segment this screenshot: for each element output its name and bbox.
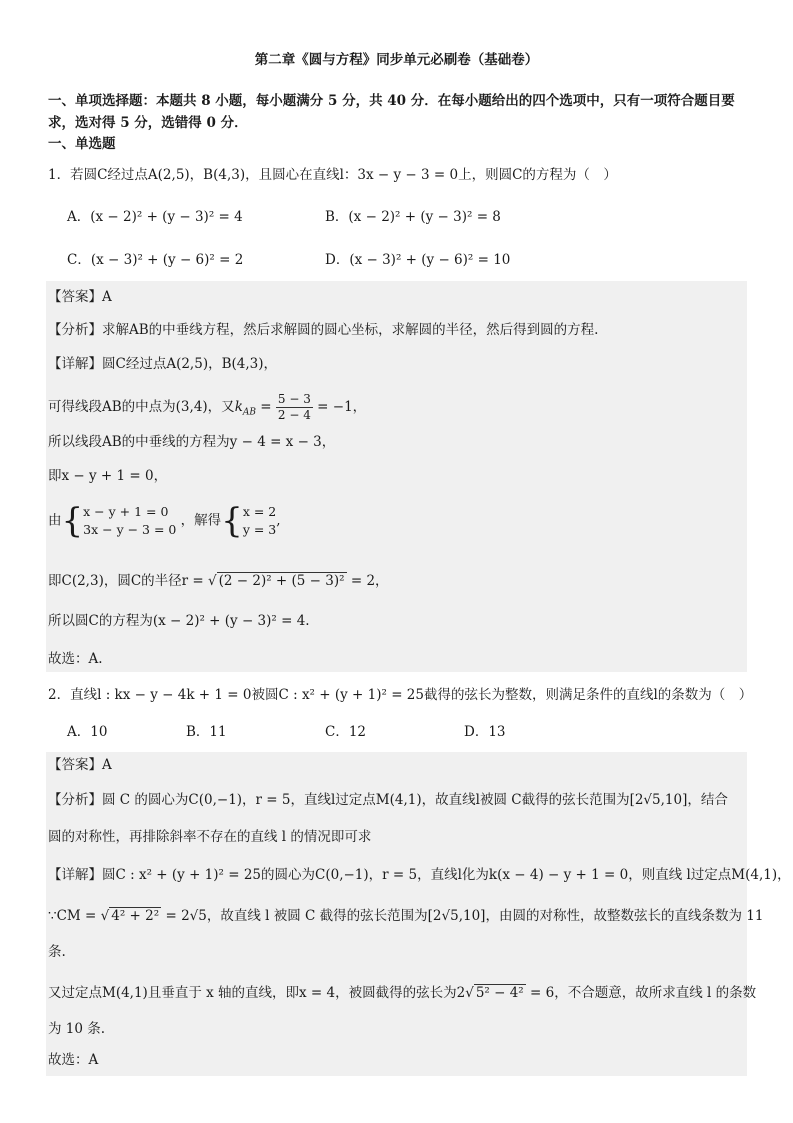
question-2-stem: 2．直线l : kx − y − 4k + 1 = 0被圆C : x² + (y + 1)² = 25截得的弦长为整数，则满足条件的直线l的条数为（ ）	[48, 687, 753, 703]
sqrt-icon: √	[208, 573, 217, 589]
radius-radicand: (2 − 2)² + (5 − 3)²	[218, 573, 345, 589]
question-2-detail-line4	[48, 983, 756, 1003]
section-subheading: 一、单选题	[48, 136, 116, 152]
question-1-detail-line3: 所以线段AB的中垂线的方程为y − 4 = x − 3，	[48, 434, 336, 450]
question-2-analysis-line2: 圆的对称性，再排除斜率不存在的直线 l 的情况即可求	[48, 829, 372, 845]
question-1-detail-line4: 即x − y + 1 = 0，	[48, 468, 168, 484]
sqrt-icon: √	[465, 985, 474, 1001]
question-2-answer: 【答案】A	[48, 757, 112, 773]
page-title: 第二章《圆与方程》同步单元必刷卷（基础卷）	[254, 52, 539, 68]
question-1-option-a: A．(x − 2)² + (y − 3)² = 4	[67, 209, 243, 225]
solution-y: y = 3	[242, 522, 277, 537]
question-1-option-d: D．(x − 3)² + (y − 6)² = 10	[325, 252, 511, 268]
left-brace-icon: {	[61, 501, 84, 541]
cm-radicand: 4² + 2²	[111, 908, 160, 924]
cm-prefix: ∵CM =	[48, 908, 97, 924]
equation-2: 3x − y − 3 = 0	[83, 522, 177, 537]
solution-system	[243, 503, 276, 539]
question-2-solution-box	[46, 752, 791, 1076]
section-instruction-line2: 求，选对得 5 分，选错得 0 分．	[48, 115, 248, 131]
question-2-detail-line2	[48, 906, 763, 926]
question-1-solution-box	[46, 281, 747, 672]
question-2-detail-line3: 条.	[48, 944, 66, 960]
question-2-detail-line1: 【详解】圆C : x² + (y + 1)² = 25的圆心为C(0,−1)，r = 5，直线l化为k(x − 4) − y + 1 = 0，则直线 l过定点M(4,1)，	[48, 867, 791, 883]
system-prefix: 由	[48, 512, 62, 529]
question-1-option-c: C．(x − 3)² + (y − 6)² = 2	[67, 252, 244, 268]
radius-prefix: 即C(2,3)，圆C的半径r =	[48, 573, 204, 589]
chord-radicand: 5² − 4²	[475, 985, 524, 1001]
slope-result: = −1，	[317, 399, 367, 415]
section-instruction-line1: 一、单项选择题：本题共 8 小题，每小题满分 5 分，共 40 分．在每小题给出的四个选项中，只有一项符合题目要	[48, 93, 735, 109]
question-2-option-b: B．11	[186, 724, 227, 740]
question-2-option-d: D．13	[464, 724, 506, 740]
chord-result: = 6，不合题意，故所求直线 l 的条数	[530, 985, 757, 1001]
question-2-option-c: C．12	[325, 724, 367, 740]
question-1-analysis: 【分析】求解AB的中垂线方程，然后求解圆的圆心坐标，求解圆的半径，然后得到圆的方程.	[48, 322, 599, 338]
slope-symbol: k	[234, 399, 243, 415]
vertical-line-text: 又过定点M(4,1)且垂直于 x 轴的直线，即x = 4，被圆截得的弦长为2	[48, 985, 466, 1001]
solution-x: x = 2	[242, 504, 277, 519]
equation-system	[83, 503, 176, 539]
question-1-radius-line	[48, 571, 389, 591]
question-1-system-line	[48, 503, 281, 539]
slope-denominator: 2 − 4	[277, 408, 311, 422]
slope-subscript: AB	[242, 407, 256, 418]
question-1-conclusion: 所以圆C的方程为(x − 2)² + (y − 3)² = 4.	[48, 613, 310, 629]
question-1-detail-line2: 可得线段AB的中点为(3,4)，又$k_{AB}$ = $\frac{5 - 3}{2 - 4}$ = −1，	[48, 392, 367, 422]
question-2-choice: 故选：A	[48, 1052, 99, 1068]
radius-result: = 2，	[350, 573, 389, 589]
solve-text: ，解得	[180, 512, 222, 529]
question-2-detail-line5: 为 10 条.	[48, 1021, 106, 1037]
midpoint-text: 可得线段AB的中点为(3,4)，又	[48, 399, 235, 415]
question-1-choice: 故选：A.	[48, 651, 103, 667]
question-2-analysis-line1: 【分析】圆 C 的圆心为C(0,−1)，r = 5，直线l过定点M(4,1)，故直线l被圆 C截得的弦长范围为[2√5,10]，结合	[48, 792, 728, 808]
question-1-detail-line1: 【详解】圆C经过点A(2,5)，B(4,3)，	[48, 356, 278, 372]
sqrt-icon: √	[100, 908, 110, 924]
question-1-option-b: B．(x − 2)² + (y − 3)² = 8	[325, 209, 501, 225]
cm-result: = 2√5，故直线 l 被圆 C 截得的弦长范围为[2√5,10]，由圆的对称性，故整数弦长的直线条数为 11	[165, 908, 764, 924]
question-2-option-a: A．10	[67, 724, 108, 740]
slope-numerator: 5 − 3	[277, 392, 311, 406]
left-brace-icon: {	[221, 501, 243, 541]
question-1-stem: 1．若圆C经过点A(2,5)，B(4,3)，且圆心在直线l：3x − y − 3 = 0上，则圆C的方程为（ ）	[48, 167, 617, 183]
equation-1: x − y + 1 = 0	[83, 504, 169, 519]
solution-comma: ,	[276, 512, 281, 529]
question-1-answer: 【答案】A	[48, 289, 112, 305]
slope-fraction	[276, 392, 313, 423]
